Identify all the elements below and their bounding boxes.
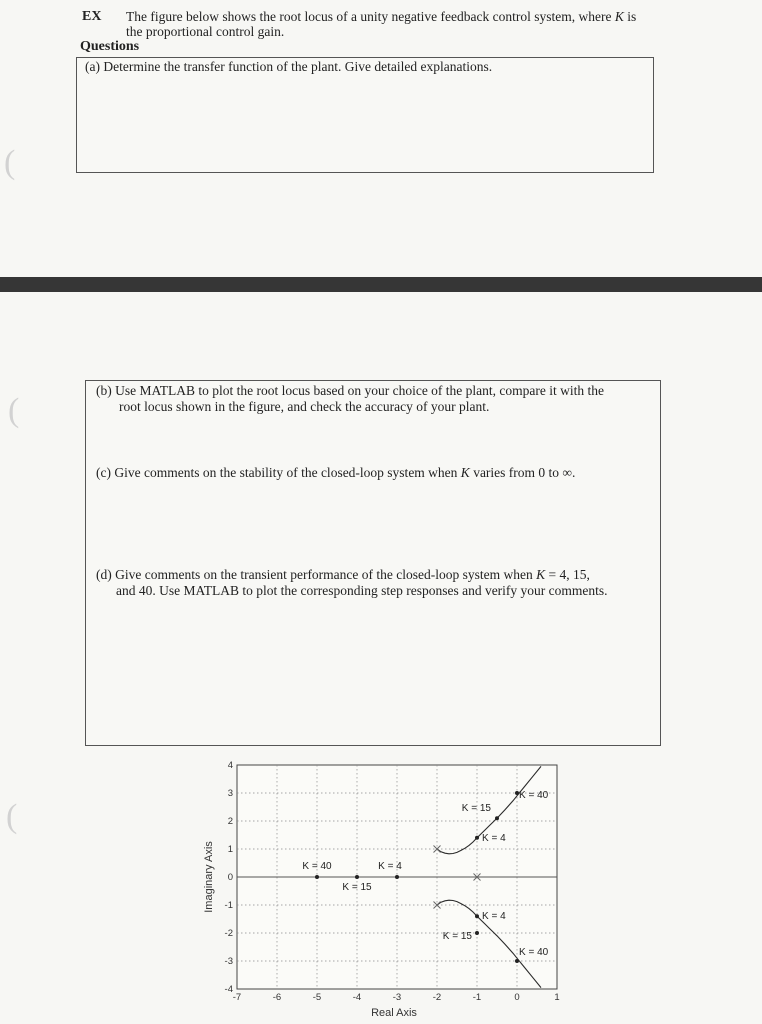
y-tick-label: -4 xyxy=(224,984,233,995)
margin-mark: ( xyxy=(4,144,16,181)
x-tick-label: -2 xyxy=(432,992,442,1003)
x-tick-label: -7 xyxy=(232,992,242,1003)
y-tick-label: -1 xyxy=(224,900,233,911)
exercise-label: EX xyxy=(82,9,102,24)
gain-point xyxy=(475,931,479,935)
root-locus-plot xyxy=(0,750,762,1024)
x-axis-label: Real Axis xyxy=(371,1007,417,1019)
question-a-text: (a) Determine the transfer function of the plant. Give detailed explanations. xyxy=(85,59,493,74)
gain-label: K = 15 xyxy=(342,882,372,893)
gain-point xyxy=(395,875,399,879)
y-axis-label: Imaginary Axis xyxy=(203,841,215,913)
intro-text-line2: the proportional control gain. xyxy=(126,24,285,39)
y-tick-label: 3 xyxy=(227,788,233,799)
intro-text-line1: The figure below shows the root locus of a unity negative feedback control system, where K is xyxy=(126,9,637,24)
margin-mark: ( xyxy=(8,392,20,429)
gain-label: K = 15 xyxy=(442,931,472,942)
question-c-text: (c) Give comments on the stability of the closed-loop system when K varies from 0 to ∞. xyxy=(96,465,576,480)
questions-heading: Questions xyxy=(80,39,140,54)
y-tick-label: 4 xyxy=(227,760,233,771)
gain-label: K = 40 xyxy=(302,861,332,872)
gain-label: K = 4 xyxy=(482,911,506,923)
gain-label: K = 15 xyxy=(461,803,491,815)
page-divider-bar xyxy=(0,277,762,292)
question-d-line2: and 40. Use MATLAB to plot the corresponding step responses and verify your comments. xyxy=(116,583,608,598)
y-tick-label: 0 xyxy=(227,872,233,883)
y-tick-label: -3 xyxy=(224,956,233,967)
y-tick-label: -2 xyxy=(224,928,233,939)
y-tick-label: 1 xyxy=(227,844,233,855)
y-tick-label: 2 xyxy=(227,816,233,827)
gain-point xyxy=(315,875,319,879)
gain-label: K = 40 xyxy=(519,790,549,801)
gain-label: K = 40 xyxy=(519,947,549,958)
gain-point xyxy=(495,816,499,820)
x-tick-label: 0 xyxy=(514,992,520,1003)
answer-box-bcd[interactable] xyxy=(85,380,661,746)
question-b-line2: root locus shown in the figure, and check the accuracy of your plant. xyxy=(119,399,490,414)
x-tick-label: -6 xyxy=(272,992,282,1003)
gain-point xyxy=(475,836,479,840)
margin-mark: ( xyxy=(6,798,18,835)
x-tick-label: -1 xyxy=(472,992,482,1003)
gain-point xyxy=(355,875,359,879)
x-tick-label: -5 xyxy=(312,992,322,1003)
question-d-line1: (d) Give comments on the transient performance of the closed-loop system when K = 4, 15, xyxy=(96,567,590,582)
question-b-line1: (b) Use MATLAB to plot the root locus based on your choice of the plant, compare it with the xyxy=(96,383,605,398)
gain-label: K = 4 xyxy=(482,832,506,844)
x-tick-label: -4 xyxy=(352,992,362,1003)
x-tick-label: -3 xyxy=(392,992,402,1003)
gain-label: K = 4 xyxy=(378,861,402,872)
x-tick-label: 1 xyxy=(554,992,560,1003)
gain-point xyxy=(515,959,519,963)
gain-point xyxy=(475,914,479,918)
